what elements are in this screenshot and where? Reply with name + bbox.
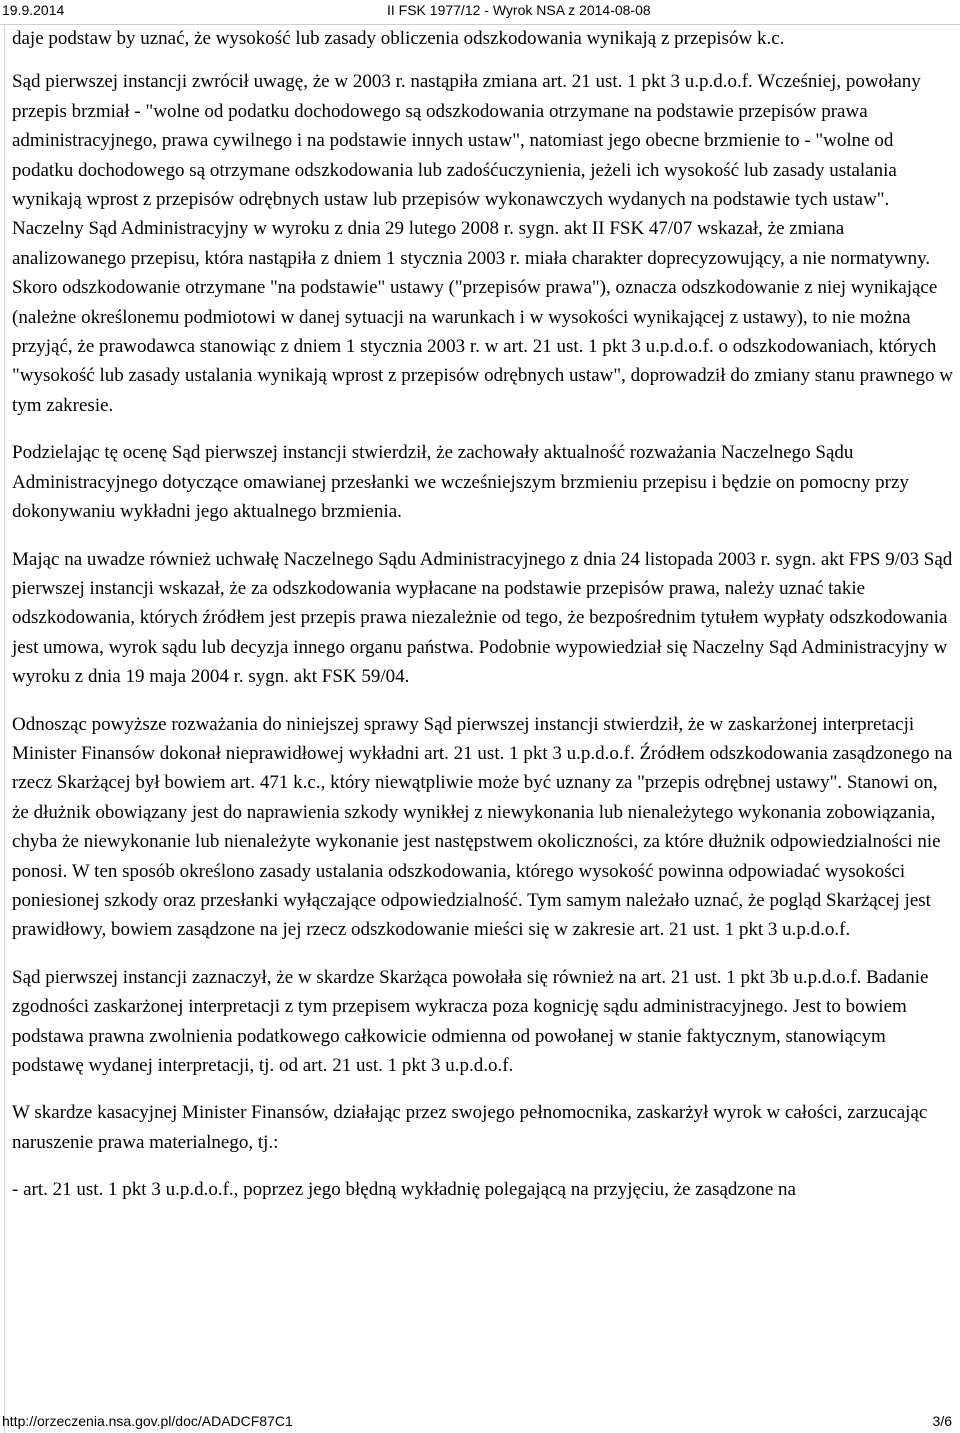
- paragraph-4: Mając na uwadze również uchwałę Naczelnego Sądu Administracyjnego z dnia 24 listopada 2003 r. sygn. akt FPS 9/03 Sąd pierwszej instancji wskazał, że za odszkodowania wypłacane na podstawie przepisów prawa, należy uznać takie odszkodowania, których źródłem jest przepis prawa niezależnie od tego, że bezpośrednim tytułem wypłaty odszkodowania jest umowa, wyrok sądu lub decyzja innego organu państwa. Podobnie wypowiedział się Naczelny Sąd Administracyjny w wyroku z dnia 19 maja 2004 r. sygn. akt FSK 59/04.: [12, 548, 953, 688]
- paragraph-8: - art. 21 ust. 1 pkt 3 u.p.d.o.f., poprzez jego błędną wykładnię polegającą na przyjęciu, że zasądzone na: [12, 1179, 796, 1201]
- header-title: II FSK 1977/12 - Wyrok NSA z 2014-08-08: [387, 2, 651, 18]
- paragraph-5: Odnosząc powyższe rozważania do niniejszej sprawy Sąd pierwszej instancji stwierdził, że w zaskarżonej interpretacji Minister Finansów dokonał nieprawidłowej wykładni art. 21 ust. 1 pkt 3 u.p.d.o.f. Źródłem odszkodowania zasądzonego na rzecz Skarżącej był bowiem art. 471 k.c., który niewątpliwie może być uznany za "przepis odrębnej ustawy". Stanowi on, że dłużnik obowiązany jest do naprawienia szkody wynikłej z niewykonania lub nienależytego wykonania zobowiązania, chyba że niewykonanie lub nienależyte wykonanie jest następstwem okoliczności, za które dłużnik odpowiedzialności nie ponosi. W ten sposób określono zasady ustalania odszkodowania, którego wysokość powinna odpowiadać wysokości poniesionej szkody oraz przesłanki wyłączające odpowiedzialność. Tym samym należało uznać, że pogląd Skarżącej jest prawidłowy, bowiem zasądzone na jej rzecz odszkodowanie mieści się w zakresie art. 21 ust. 1 pkt 3 u.p.d.o.f.: [12, 713, 953, 941]
- paragraph-1: daje podstaw by uznać, że wysokość lub zasady obliczenia odszkodowania wynikają z przepisów k.c.: [12, 28, 785, 49]
- page-number: 3/6: [932, 1413, 952, 1429]
- header-date: 19.9.2014: [2, 2, 65, 18]
- page-header: [0, 0, 960, 24]
- left-border-line: [4, 25, 5, 1433]
- paragraph-3: Podzielając tę ocenę Sąd pierwszej instancji stwierdził, że zachowały aktualność rozważania Naczelnego Sądu Administracyjnego dotyczące omawianej przesłanki we wcześniejszym brzmieniu przepisu i będzie on pomocny przy dokonywaniu wykładni jego aktualnego brzmienia.: [12, 442, 909, 523]
- document-body: [12, 24, 956, 1205]
- footer-url[interactable]: http://orzeczenia.nsa.gov.pl/doc/ADADCF87C1: [2, 1413, 293, 1429]
- page-footer: [0, 1408, 960, 1433]
- paragraph-2: Sąd pierwszej instancji zwrócił uwagę, że w 2003 r. nastąpiła zmiana art. 21 ust. 1 pkt 3 u.p.d.o.f. Wcześniej, powołany przepis brzmiał - "wolne od podatku dochodowego są odszkodowania otrzymane na podstawie przepisów prawa administracyjnego, prawa cywilnego i na podstawie innych ustaw", natomiast jego obecne brzmienie to - "wolne od podatku dochodowego są otrzymane odszkodowania lub zadośćuczynienia, jeżeli ich wysokość lub zasady ustalania wynikają wprost z przepisów odrębnych ustaw lub przepisów wykonawczych wydanych na podstawie tych ustaw". Naczelny Sąd Administracyjny w wyroku z dnia 29 lutego 2008 r. sygn. akt II FSK 47/07 wskazał, że zmiana analizowanego przepisu, która nastąpiła z dniem 1 stycznia 2003 r. miała charakter doprecyzowujący, a nie normatywny. Skoro odszkodowanie otrzymane "na podstawie" ustawy ("przepisów prawa"), oznacza odszkodowanie z niej wynikające (należne określonemu podmiotowi w danej sytuacji na warunkach i w wysokości wynikającej z ustawy), to nie można przyjąć, że prawodawca stanowiąc z dniem 1 stycznia 2003 r. w art. 21 ust. 1 pkt 3 u.p.d.o.f. o odszkodowaniach, których "wysokość lub zasady ustalania wynikają wprost z przepisów odrębnych ustaw", doprowadził do zmiany stanu prawnego w tym zakresie.: [12, 71, 954, 416]
- paragraph-6: Sąd pierwszej instancji zaznaczył, że w skardze Skarżąca powołała się również na art. 21 ust. 1 pkt 3b u.p.d.o.f. Badanie zgodności zaskarżonej interpretacji z tym przepisem wykracza poza kognicję sądu administracyjnego. Jest to bowiem podstawa prawna zwolnienia podatkowego całkowicie odmienna od powołanej w stanie faktycznym, stanowiącym podstawę wydanej interpretacji, tj. od art. 21 ust. 1 pkt 3 u.p.d.o.f.: [12, 966, 929, 1076]
- paragraph-7: W skardze kasacyjnej Minister Finansów, działając przez swojego pełnomocnika, zaskarżył wyrok w całości, zarzucając naruszenie prawa materialnego, tj.:: [12, 1102, 928, 1153]
